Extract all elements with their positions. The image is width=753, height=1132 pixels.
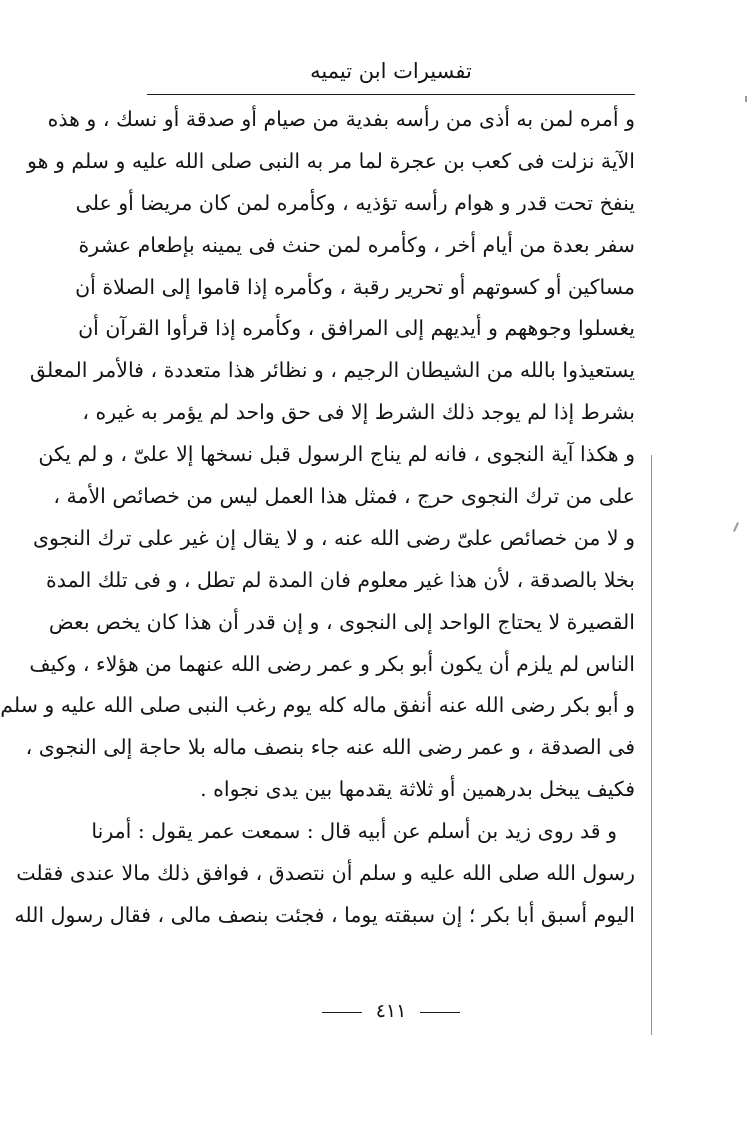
page-number [29,996,753,1026]
text-line: و أبو بكر رضى الله عنه أنفق ماله كله يوم رغب النبى صلى الله عليه و سلم [0,693,635,718]
page-number-dash-right [420,1012,460,1013]
running-head: تفسيرات ابن تيميه [310,59,472,83]
body-text [0,99,635,937]
text-line: على من ترك النجوى حرج ، فمثل هذا العمل ليس من خصائص الأمة ، [53,484,635,509]
scan-edge-mark [745,96,747,102]
page-number-value: ٤١١ [375,1000,407,1022]
text-line: اليوم أسبق أبا بكر ؛ إن سبقته يوما ، فجئت بنصف مالى ، فقال رسول الله [14,902,635,927]
text-line: و أمره لمن به أذى من رأسه بفدية من صيام أو صدقة أو نسك ، و هذه [47,107,635,131]
page-number-dash-left [322,1012,362,1013]
paragraph-end-line: فكيف يبخل بدرهمين أو ثلاثة يقدمها بين يدى نجواه . [200,777,635,802]
text-line: فى الصدقة ، و عمر رضى الله عنه جاء بنصف ماله بلا حاجة إلى النجوى ، [25,735,635,760]
text-line: يستعيذوا بالله من الشيطان الرجيم ، و نظائر هذا متعددة ، فالأمر المعلق [29,358,635,383]
header-rule [147,94,635,95]
text-line: و لا من خصائص علىّ رضى الله عنه ، و لا يقال إن غير على ترك النجوى [33,525,635,550]
text-line: يغسلوا وجوههم و أيديهم إلى المرافق ، وكأمره إذا قرأوا القرآن أن [78,316,635,341]
text-line: الآية نزلت فى كعب بن عجرة لما مر به النبى صلى الله عليه و سلم و هو [27,148,635,173]
text-line: ينفخ تحت قدر و هوام رأسه تؤذيه ، وكأمره لمن كان مريضا أو على [75,190,635,215]
scan-edge-mark [733,522,739,532]
text-line: بخلا بالصدقة ، لأن هذا غير معلوم فان المدة لم تطل ، و فى تلك المدة [45,567,635,592]
text-line: سفر بعدة من أيام أخر ، وكأمره لمن حنث فى يمينه بإطعام عشرة [78,232,635,257]
scan-gutter-line [651,455,652,1035]
text-line: مساكين أو كسوتهم أو تحرير رقبة ، وكأمره إذا قاموا إلى الصلاة أن [75,274,635,299]
text-line: بشرط إذا لم يوجد ذلك الشرط إلا فى حق واحد لم يؤمر به غيره ، [82,400,635,425]
text-line: القصيرة لا يحتاج الواحد إلى النجوى ، و إن قدر أن هذا كان يخص بعض [48,609,635,634]
paragraph-start-line: و قد روى زيد بن أسلم عن أبيه قال : سمعت عمر يقول : أمرنا [91,819,617,844]
text-line: الناس لم يلزم أن يكون أبو بكر و عمر رضى الله عنهما من هؤلاء ، وكيف [29,651,635,676]
text-line: رسول الله صلى الله عليه و سلم أن نتصدق ، فوافق ذلك مالا عندى فقلت [16,861,635,886]
text-line: و هكذا آية النجوى ، فانه لم يناج الرسول قبل نسخها إلا علىّ ، و لم يكن [38,442,635,467]
